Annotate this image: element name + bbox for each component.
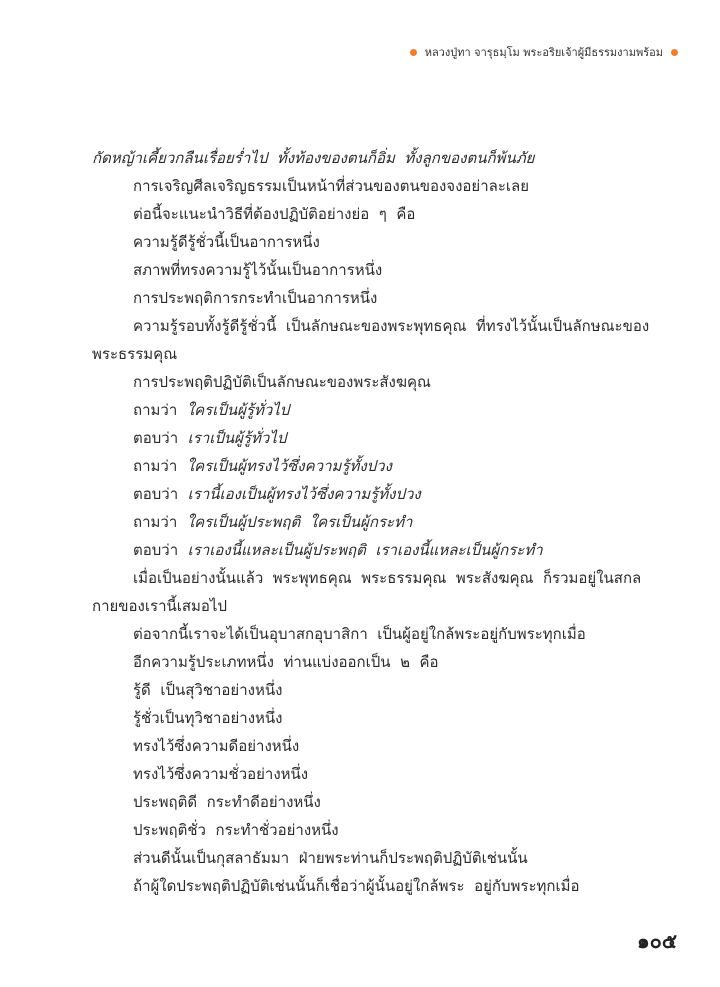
text-span: การเจริญศีลเจริญธรรมเป็นหน้าที่ส่วนของตนของจงอย่าละเลย xyxy=(133,177,529,195)
text-span: อีกความรู้ประเภทหนึ่ง ท่านแบ่งออกเป็น ๒ คือ xyxy=(133,653,439,671)
text-span: พระธรรมคุณ xyxy=(92,345,178,363)
text-span: รู้ชั่วเป็นทุวิชาอย่างหนึ่ง xyxy=(133,709,283,727)
text-span: ตอบว่า xyxy=(133,485,188,503)
text-line xyxy=(92,340,654,368)
text-span: การประพฤติการกระทำเป็นอาการหนึ่ง xyxy=(133,289,378,307)
text-line xyxy=(92,704,654,732)
text-span: ตอบว่า xyxy=(133,541,188,559)
text-span: ส่วนดีนั้นเป็นกุสลาธัมมา ฝ่ายพระท่านก็ประพฤติปฏิบัติเช่นนั้น xyxy=(133,849,528,867)
page-number: ๑๐๕ xyxy=(636,929,677,953)
text-line xyxy=(92,424,654,452)
text-line xyxy=(92,228,654,256)
text-line xyxy=(92,732,654,760)
text-line xyxy=(92,788,654,816)
text-line xyxy=(92,368,654,396)
text-line xyxy=(92,172,654,200)
italic-text: เราเป็นผู้รู้ทั่วไป xyxy=(187,429,287,447)
text-line xyxy=(92,508,654,536)
text-span: ต่อนี้จะแนะนำวิธีที่ต้องปฏิบัติอย่างย่อ ๆ คือ xyxy=(133,205,416,223)
text-span: ต่อจากนี้เราจะได้เป็นอุบาสกอุบาสิกา เป็นผู้อยู่ใกล้พระอยู่กับพระทุกเมื่อ xyxy=(133,625,586,643)
text-span: ถามว่า xyxy=(133,457,187,475)
text-line xyxy=(92,564,654,592)
text-line xyxy=(92,872,654,900)
text-span: ถามว่า xyxy=(133,513,187,531)
text-line xyxy=(92,676,654,704)
text-line xyxy=(92,620,654,648)
text-span: ตอบว่า xyxy=(133,429,188,447)
bullet-dot-icon xyxy=(410,49,417,56)
italic-text: ใครเป็นผู้ประพฤติ ใครเป็นผู้กระทำ xyxy=(186,513,413,531)
text-line xyxy=(92,396,654,424)
italic-text: ใครเป็นผู้ทรงไว้ซึ่งความรู้ทั้งปวง xyxy=(186,457,392,475)
text-span: ประพฤติชั่ว กระทำชั่วอย่างหนึ่ง xyxy=(133,821,339,839)
text-span: ความรู้รอบทั้งรู้ดีรู้ชั่วนี้ เป็นลักษณะของพระพุทธคุณ ที่ทรงไว้นั้นเป็นลักษณะของ xyxy=(133,317,650,335)
text-line xyxy=(92,452,654,480)
text-span: กายของเรานี้เสมอไป xyxy=(92,597,227,615)
text-line xyxy=(92,844,654,872)
text-span: ถามว่า xyxy=(133,401,187,419)
text-span: ประพฤติดี กระทำดีอย่างหนึ่ง xyxy=(133,793,321,811)
text-span: ทรงไว้ซึ่งความชั่วอย่างหนึ่ง xyxy=(133,765,309,783)
italic-text: เราเองนี้แหละเป็นผู้ประพฤติ เราเองนี้แหละเป็นผู้กระทำ xyxy=(187,541,543,559)
text-span: ความรู้ดีรู้ชั่วนี้เป็นอาการหนึ่ง xyxy=(133,233,320,251)
text-line xyxy=(92,648,654,676)
text-line xyxy=(92,200,654,228)
body-text xyxy=(92,144,654,900)
text-line xyxy=(92,760,654,788)
text-line xyxy=(92,312,654,340)
text-line xyxy=(92,284,654,312)
text-line xyxy=(92,480,654,508)
running-header xyxy=(410,43,678,61)
text-line xyxy=(92,592,654,620)
text-span: สภาพที่ทรงความรู้ไว้นั้นเป็นอาการหนึ่ง xyxy=(133,261,383,279)
bullet-dot-icon xyxy=(671,49,678,56)
italic-text: เรานี้เองเป็นผู้ทรงไว้ซึ่งความรู้ทั้งปวง xyxy=(187,485,421,503)
text-line xyxy=(92,536,654,564)
text-span: รู้ดี เป็นสุวิชาอย่างหนึ่ง xyxy=(133,681,283,699)
text-span: การประพฤติปฏิบัติเป็นลักษณะของพระสังฆคุณ xyxy=(133,373,431,391)
italic-text: ใครเป็นผู้รู้ทั่วไป xyxy=(186,401,290,419)
italic-text: กัดหญ้าเคี้ยวกลืนเรื่อยร่ำไป ทั้งท้องของตนก็อิ่ม ทั้งลูกของตนก็พ้นภัย xyxy=(92,149,535,167)
text-span: ทรงไว้ซึ่งความดีอย่างหนึ่ง xyxy=(133,737,300,755)
text-span: เมื่อเป็นอย่างนั้นแล้ว พระพุทธคุณ พระธรรมคุณ พระสังฆคุณ ก็รวมอยู่ในสกล xyxy=(133,569,642,587)
text-line xyxy=(92,144,654,172)
text-line xyxy=(92,256,654,284)
text-span: ถ้าผู้ใดประพฤติปฏิบัติเช่นนั้นก็เชื่อว่าผู้นั้นอยู่ใกล้พระ อยู่กับพระทุกเมื่อ xyxy=(133,877,580,895)
header-text: หลวงปู่ทา จารุธมฺโม พระอริยเจ้าผู้มีธรรมงามพร้อม xyxy=(424,46,663,59)
text-line xyxy=(92,816,654,844)
